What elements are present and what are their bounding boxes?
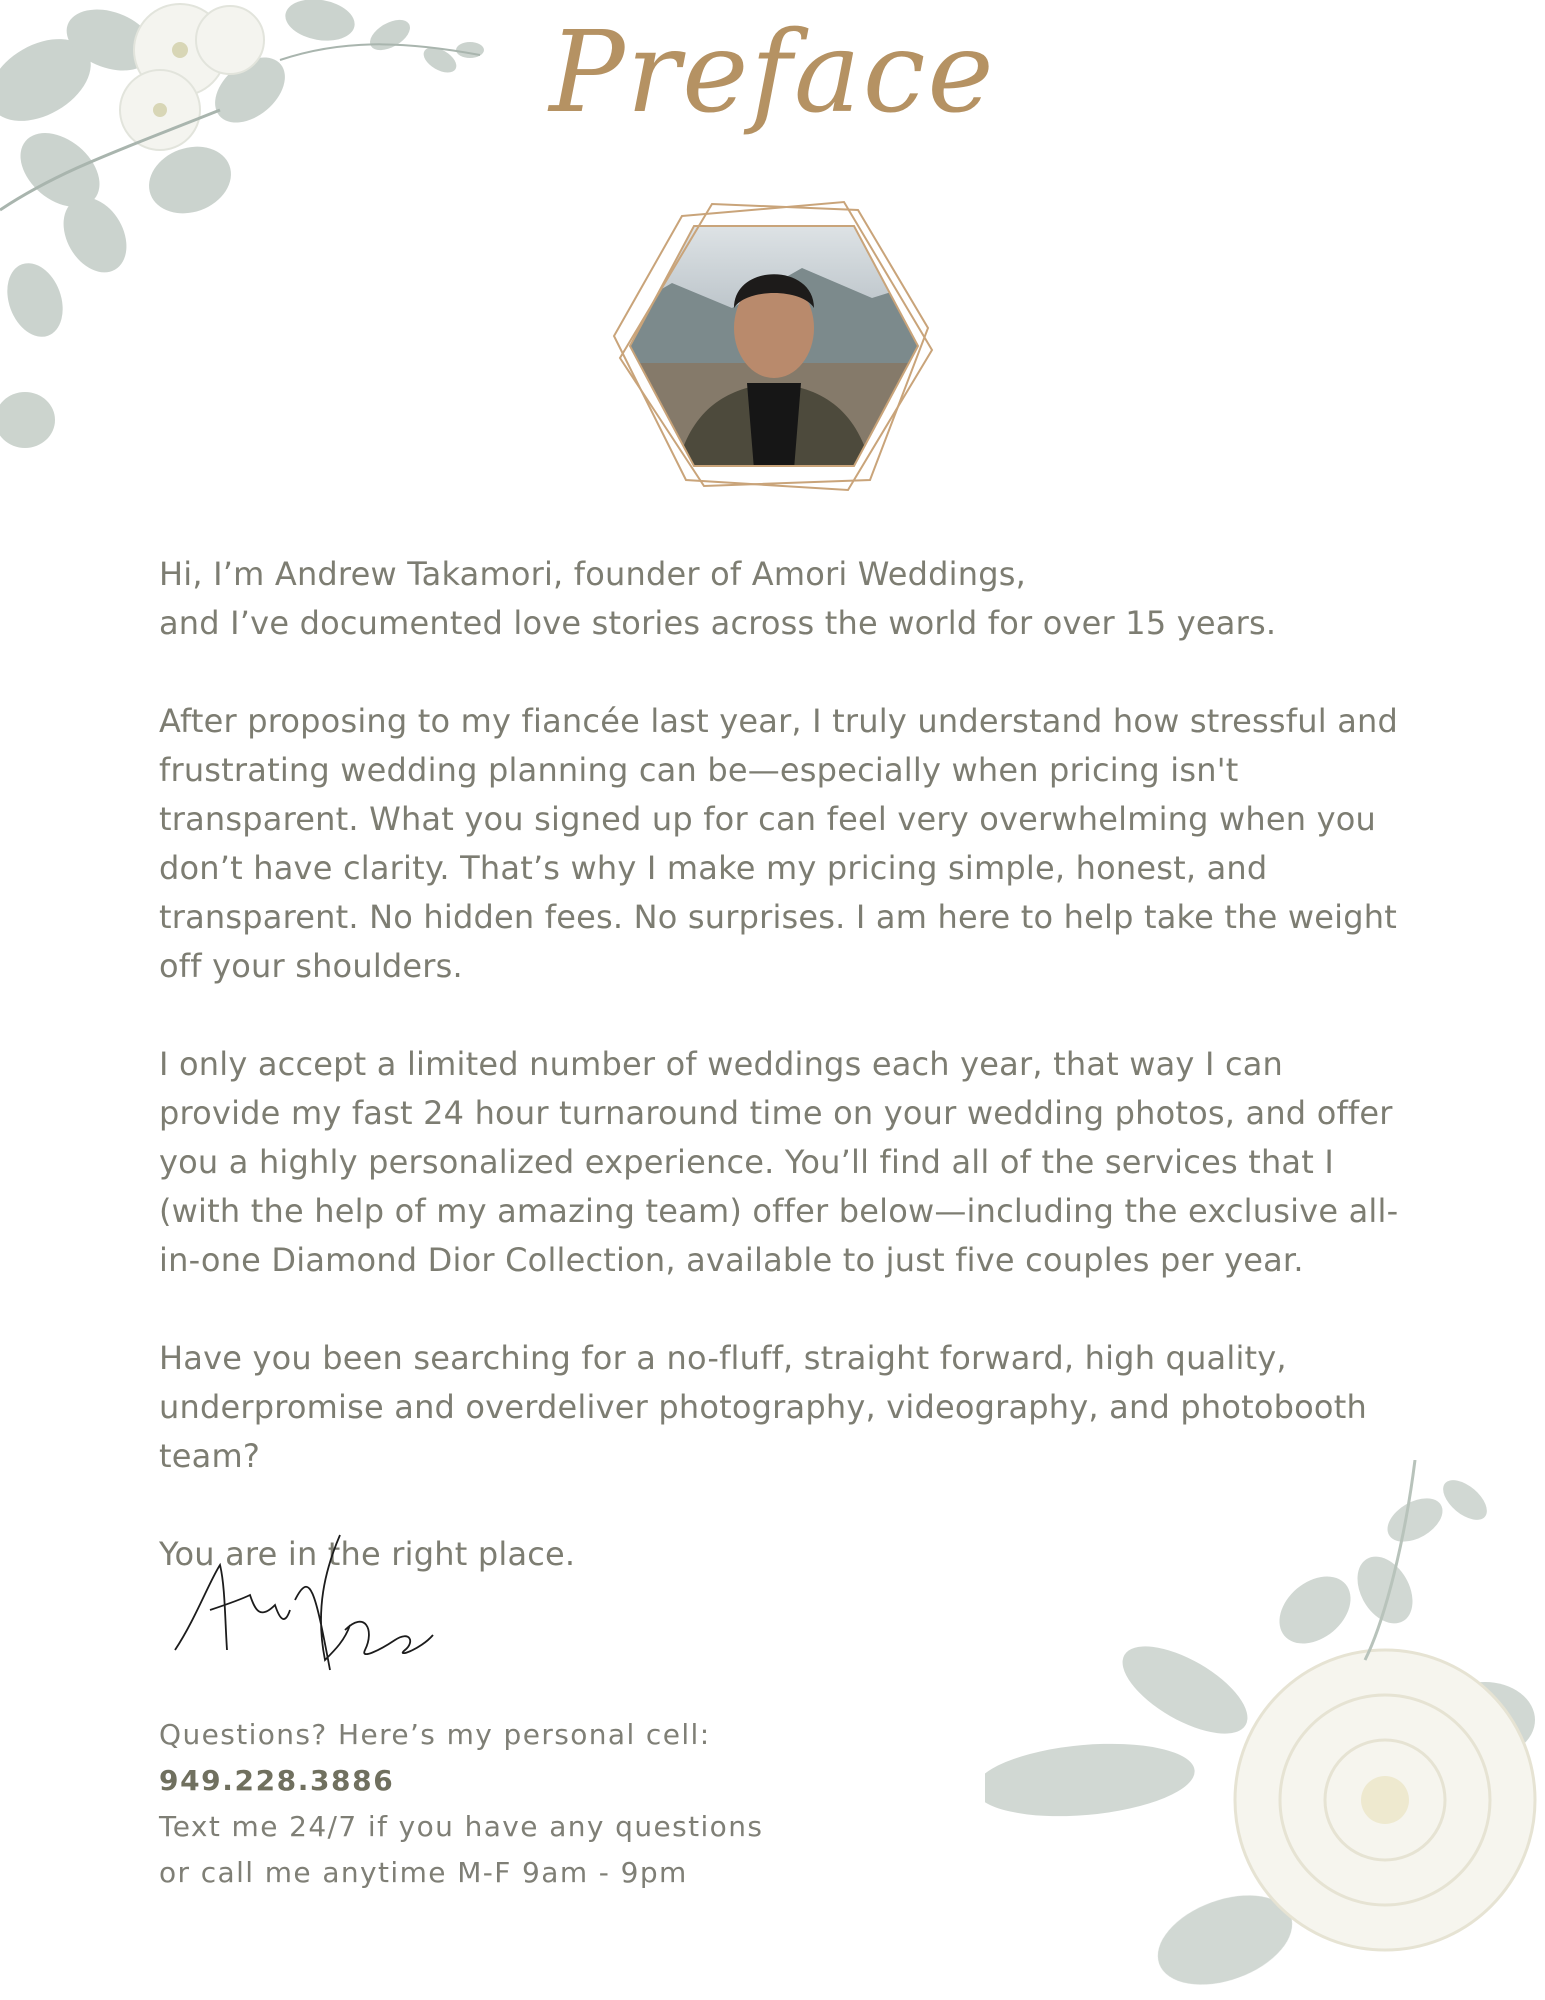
handwritten-signature: [165, 1530, 435, 1680]
paragraph-closing: You are in the right place.: [159, 1535, 576, 1573]
contact-intro: Questions? Here’s my personal cell:: [159, 1718, 711, 1751]
phone-number[interactable]: 949.228.3886: [159, 1764, 395, 1797]
preface-body: [159, 550, 1399, 1628]
contact-call-hours: or call me anytime M-F 9am - 9pm: [159, 1856, 688, 1889]
contact-block: [159, 1712, 763, 1896]
page-title: Preface: [549, 8, 996, 138]
paragraph-question: Have you been searching for a no-fluff, straight forward, high quality, underpromise and overdeliver photography, videography, and photobooth team?: [159, 1339, 1367, 1475]
paragraph-intro: Hi, I’m Andrew Takamori, founder of Amori Weddings, and I’ve documented love stories across the world for over 15 years.: [159, 555, 1277, 642]
paragraph-pricing: After proposing to my fiancée last year, I truly understand how stressful and frustrating wedding planning can be—especially when pricing isn't transparent. What you signed up for can feel very overwhelming when you don’t have clarity. That’s why I make my pricing simple, honest, and transparent. No hidden fees. No surprises. I am here to help take the weight off your shoulders.: [159, 702, 1398, 985]
portrait-photo: [612, 198, 936, 494]
contact-text-note: Text me 24/7 if you have any questions: [159, 1810, 764, 1843]
paragraph-services: I only accept a limited number of weddings each year, that way I can provide my fast 24 hour turnaround time on your wedding photos, and offer you a highly personalized experience. You’ll find all of the services that I (with the help of my amazing team) offer below—including the exclusive all-in-one Diamond Dior Collection, available to just five couples per year.: [159, 1045, 1399, 1279]
